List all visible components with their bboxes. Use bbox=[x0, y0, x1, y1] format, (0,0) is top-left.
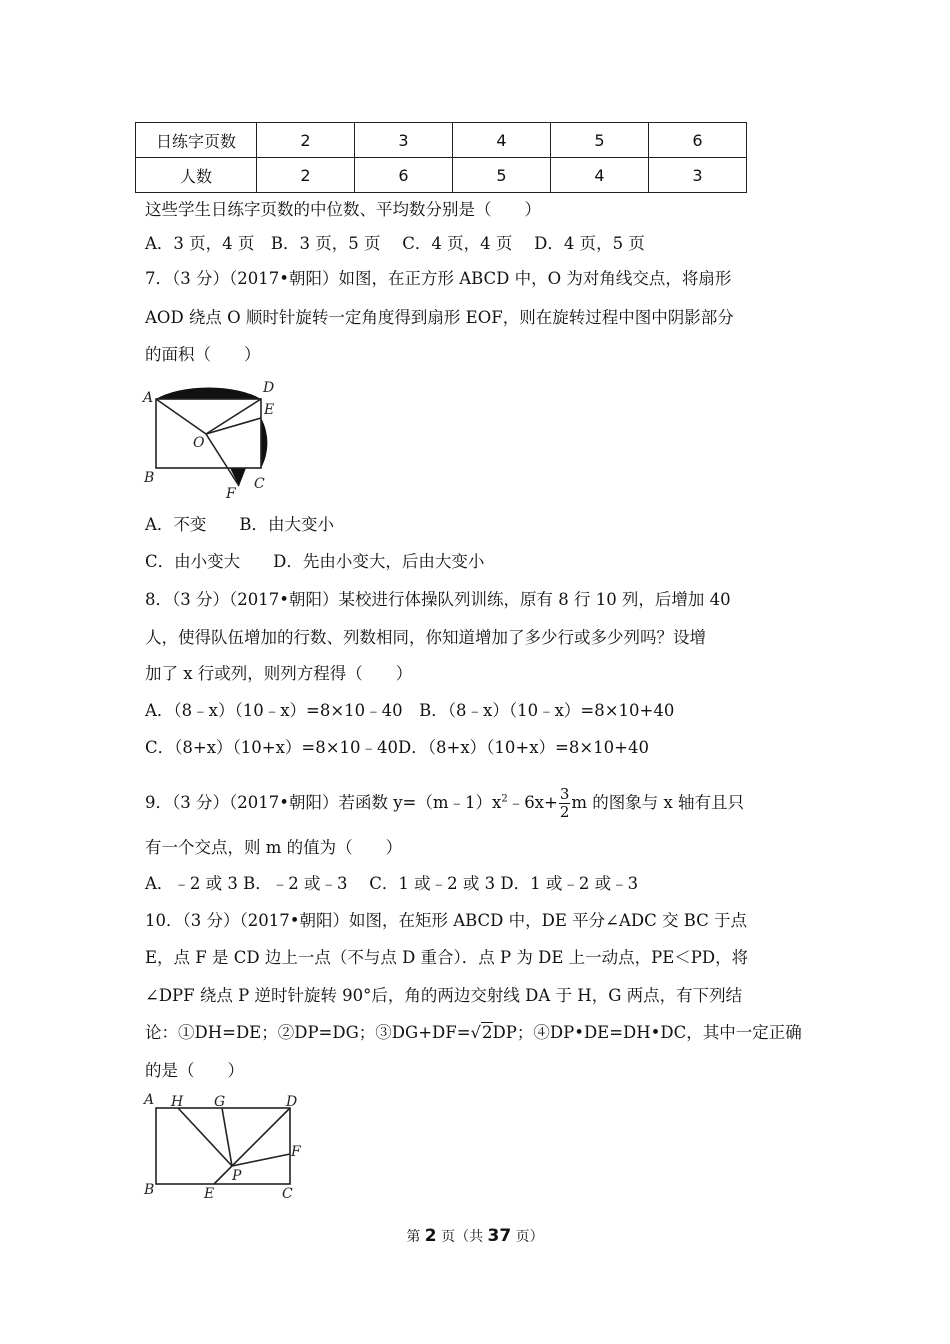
total-pages: 37 bbox=[487, 1226, 512, 1246]
rectangle-abcd bbox=[156, 1108, 290, 1184]
q8-options-cd: C．（8+x）（10+x）=8×10﹣40D．（8+x）（10+x）=8×10+40 bbox=[145, 738, 649, 757]
table-cell: 6 bbox=[649, 123, 747, 158]
q7-options-ab: A．不变 B．由大变小 bbox=[145, 515, 335, 534]
q8-line2: 人，使得队伍增加的行数、列数相同，你知道增加了多少行或多少列吗？设增 bbox=[145, 628, 706, 647]
table-cell: 人数 bbox=[136, 158, 257, 193]
q10-line5: 的是（ ） bbox=[145, 1061, 244, 1080]
q9-text-part3: m 的图象与 x 轴有且只 bbox=[571, 793, 745, 812]
label-f: F bbox=[226, 486, 236, 502]
q9-line2: 有一个交点，则 m 的值为（ ） bbox=[145, 838, 403, 857]
q9-text-part2: ﹣6x+ bbox=[507, 793, 558, 812]
q10-line2: E，点 F 是 CD 边上一点（不与点 D 重合）．点 P 为 DE 上一动点，PE＜PD，将 bbox=[145, 948, 749, 967]
sqrt-value: 2 bbox=[482, 1023, 493, 1042]
label-f: F bbox=[291, 1144, 301, 1160]
table-cell: 日练字页数 bbox=[136, 123, 257, 158]
label-c: C bbox=[282, 1186, 293, 1202]
table-cell: 2 bbox=[257, 123, 355, 158]
q6-stem: 这些学生日练字页数的中位数、平均数分别是（ ） bbox=[145, 200, 541, 219]
footer-suffix: 页） bbox=[515, 1229, 544, 1245]
label-a: A bbox=[144, 1092, 155, 1108]
q7-line3: 的面积（ ） bbox=[145, 345, 261, 364]
q7-line2: AOD 绕点 O 顺时针旋转一定角度得到扇形 EOF，则在旋转过程中图中阴影部分 bbox=[145, 308, 734, 327]
table-cell: 3 bbox=[649, 158, 747, 193]
q10-line1: 10．（3 分）（2017•朝阳）如图，在矩形 ABCD 中，DE 平分∠ADC 交 BC 于点 bbox=[145, 911, 748, 930]
q9-fraction bbox=[559, 786, 571, 821]
fraction-denominator: 2 bbox=[559, 803, 570, 821]
table-cell: 4 bbox=[453, 123, 551, 158]
q7-line1: 7．（3 分）（2017•朝阳）如图，在正方形 ABCD 中，O 为对角线交点，将扇形 bbox=[145, 269, 732, 288]
page-footer bbox=[0, 1226, 950, 1246]
table-cell: 4 bbox=[551, 158, 649, 193]
label-d: D bbox=[286, 1094, 298, 1110]
q9-exponent: 2 bbox=[501, 793, 508, 805]
q9-text-part1: 9．（3 分）（2017•朝阳）若函数 y=（m﹣1）x bbox=[145, 793, 502, 812]
q9-line1 bbox=[145, 786, 744, 821]
table-row bbox=[136, 123, 747, 158]
label-p: P bbox=[232, 1168, 242, 1184]
label-b: B bbox=[144, 470, 155, 486]
table-row bbox=[136, 158, 747, 193]
q10-line4-end: DP；④DP•DE=DH•DC，其中一定正确 bbox=[492, 1023, 802, 1042]
shaded-region-top bbox=[156, 388, 261, 399]
q7-figure bbox=[138, 374, 298, 504]
q8-options-ab: A．（8﹣x）（10﹣x）=8×10﹣40 B．（8﹣x）（10﹣x）=8×10+40 bbox=[145, 701, 675, 720]
footer-middle: 页（共 bbox=[441, 1229, 484, 1245]
q7-options-cd: C．由小变大 D．先由小变大，后由大变小 bbox=[145, 552, 485, 571]
q8-line3: 加了 x 行或列，则列方程得（ ） bbox=[145, 664, 413, 683]
label-a: A bbox=[143, 390, 154, 406]
label-e: E bbox=[264, 402, 275, 418]
label-c: C bbox=[254, 476, 265, 492]
q6-options: A．3 页，4 页 B．3 页，5 页 C．4 页，4 页 D．4 页，5 页 bbox=[145, 234, 645, 253]
table-cell: 2 bbox=[257, 158, 355, 193]
q10-figure bbox=[138, 1090, 308, 1202]
fraction-numerator: 3 bbox=[559, 785, 570, 803]
q10-line4: 论：①DH=DE；②DP=DG；③DG+DF=√2DP；④DP•DE=DH•DC，其中一定正确 bbox=[145, 1023, 802, 1042]
label-h: H bbox=[171, 1094, 184, 1110]
table-cell: 5 bbox=[453, 158, 551, 193]
shaded-region-right bbox=[261, 418, 267, 468]
table-cell: 3 bbox=[355, 123, 453, 158]
q10-line4-start: 论：①DH=DE；②DP=DG；③DG+DF= bbox=[145, 1023, 471, 1042]
label-o: O bbox=[193, 435, 205, 451]
footer-prefix: 第 bbox=[406, 1229, 421, 1245]
table-cell: 5 bbox=[551, 123, 649, 158]
q10-line3: ∠DPF 绕点 P 逆时针旋转 90°后，角的两边交射线 DA 于 H，G 两点，有下列结 bbox=[145, 986, 743, 1005]
q8-line1: 8．（3 分）（2017•朝阳）某校进行体操队列训练，原有 8 行 10 列，后增加 40 bbox=[145, 590, 731, 609]
q9-options: A．﹣2 或 3 B．﹣2 或﹣3 C．1 或﹣2 或 3 D．1 或﹣2 或﹣3 bbox=[145, 874, 639, 893]
label-e: E bbox=[204, 1186, 215, 1202]
table-cell: 6 bbox=[355, 158, 453, 193]
page-number: 2 bbox=[424, 1226, 437, 1246]
label-d: D bbox=[263, 380, 275, 396]
label-b: B bbox=[144, 1182, 155, 1198]
label-g: G bbox=[214, 1094, 226, 1110]
practice-pages-table bbox=[135, 122, 747, 193]
